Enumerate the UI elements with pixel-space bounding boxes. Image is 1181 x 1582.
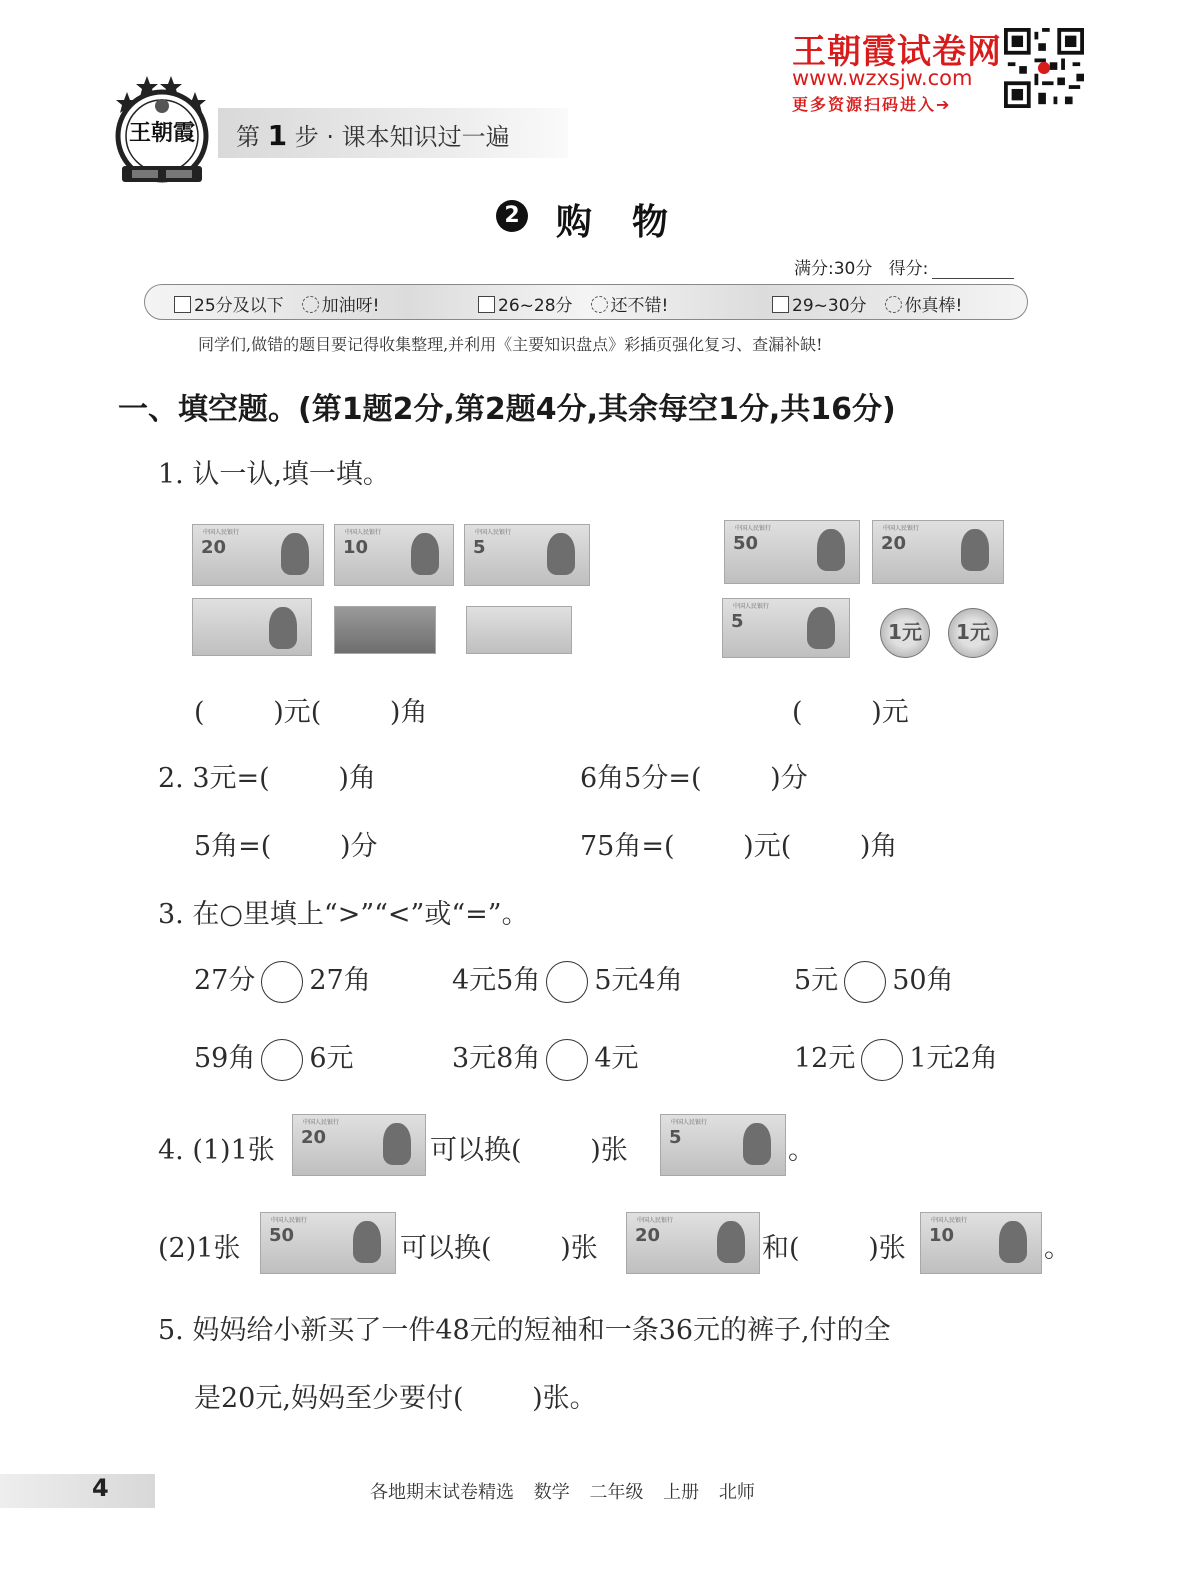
checkbox-icon[interactable] [772, 296, 789, 313]
q1-left-answer[interactable]: ( )元( )角 [194, 697, 428, 728]
score-blank[interactable] [932, 278, 1014, 279]
q2-item-b[interactable]: 6角5分=( )分 [580, 763, 808, 794]
banknote-image: 中国人民银行 20 [626, 1212, 760, 1274]
rating-3: 29~30分 你真棒! [772, 291, 962, 316]
compare-circle[interactable] [861, 1039, 903, 1081]
banknote-image: 中国人民银行 5 [722, 598, 850, 658]
banknote-image: 中国人民银行 50 [260, 1212, 396, 1274]
banknote-image: 中国人民银行 20 [292, 1114, 426, 1176]
checkbox-icon[interactable] [174, 296, 191, 313]
q1-prompt: 1. 认一认,填一填。 [158, 459, 390, 490]
smiley-icon [885, 296, 902, 313]
smiley-icon [302, 296, 319, 313]
logo-text: 王朝霞 [128, 120, 196, 146]
banknote-image: 中国人民银行 50 [724, 520, 860, 584]
coin-image: 1元 [948, 608, 998, 658]
brand-url[interactable]: www.wzxsjw.com [792, 66, 973, 90]
got-score-label: 得分: [888, 259, 929, 279]
q1-right-answer[interactable]: ( )元 [792, 697, 909, 728]
banknote-image: 中国人民银行 5 [660, 1114, 786, 1176]
lesson-number-badge: 2 [496, 200, 528, 232]
q2-item-a[interactable]: 2. 3元=( )角 [158, 763, 376, 794]
smiley-icon [591, 296, 608, 313]
full-score-label: 满分:30分 [794, 259, 873, 279]
q5-line2[interactable]: 是20元,妈妈至少要付( )张。 [194, 1383, 597, 1414]
rating-1: 25分及以下 加油呀! [174, 291, 379, 316]
compare-item: 3元8角 4元 [452, 1036, 639, 1081]
checkbox-icon[interactable] [478, 296, 495, 313]
compare-circle[interactable] [261, 1039, 303, 1081]
q5-line1: 5. 妈妈给小新买了一件48元的短袖和一条36元的裤子,付的全 [158, 1315, 891, 1346]
q2-item-d[interactable]: 75角=( )元( )角 [580, 831, 898, 862]
compare-circle[interactable] [261, 961, 303, 1003]
compare-item: 27分 27角 [194, 958, 371, 1003]
banknote-image [192, 598, 312, 656]
q3-prompt: 3. 在○里填上“>”“<”或“=”。 [158, 899, 529, 930]
compare-item: 4元5角 5元4角 [452, 958, 683, 1003]
q4-part2-and[interactable]: 和( )张 [762, 1233, 906, 1264]
compare-circle[interactable] [844, 961, 886, 1003]
score-line [794, 254, 1014, 279]
brand-cta: 更多资源扫码进入➔ [792, 95, 952, 114]
banknote-image: 中国人民银行 20 [192, 524, 324, 586]
banknote-image [334, 606, 436, 654]
notice-text: 同学们,做错的题目要记得收集整理,并利用《主要知识盘点》彩插页强化复习、查漏补缺! [198, 335, 823, 354]
rating-2: 26~28分 还不错! [478, 291, 668, 316]
logo-icon [106, 70, 218, 190]
page-number: 4 [92, 1474, 109, 1502]
q4-part2-answer[interactable]: 可以换( )张 [400, 1233, 598, 1264]
footer-text: 各地期末试卷精选 数学 二年级 上册 北师 [370, 1482, 755, 1503]
compare-item: 12元 1元2角 [794, 1036, 998, 1081]
banknote-image: 中国人民银行 10 [334, 524, 454, 586]
q2-item-c[interactable]: 5角=( )分 [194, 831, 378, 862]
step-number: 1 [267, 119, 288, 152]
banknote-image: 中国人民银行 10 [920, 1212, 1042, 1274]
compare-circle[interactable] [546, 1039, 588, 1081]
banknote-image [466, 606, 572, 654]
banknote-image: 中国人民银行 20 [872, 520, 1004, 584]
q4-part1-answer[interactable]: 可以换( )张 [430, 1135, 628, 1166]
footer-bar [0, 1474, 155, 1508]
step-label: 第 1 步 · 课本知识过一遍 [236, 119, 510, 152]
coin-image: 1元 [880, 608, 930, 658]
brand-name: 王朝霞试卷网 [792, 32, 1002, 72]
q4-part2-end: 。 [1044, 1233, 1071, 1264]
qr-code-icon[interactable] [1004, 28, 1084, 108]
section-heading: 一、填空题。(第1题2分,第2题4分,其余每空1分,共16分) [118, 392, 896, 427]
q4-part1-end: 。 [788, 1135, 815, 1166]
q4-part2-start: (2)1张 [158, 1233, 241, 1264]
compare-item: 5元 50角 [794, 958, 954, 1003]
q4-part1-start: 4. (1)1张 [158, 1135, 275, 1166]
banknote-image: 中国人民银行 5 [464, 524, 590, 586]
compare-circle[interactable] [546, 961, 588, 1003]
compare-item: 59角 6元 [194, 1036, 354, 1081]
page-title: 购物 [556, 202, 709, 243]
